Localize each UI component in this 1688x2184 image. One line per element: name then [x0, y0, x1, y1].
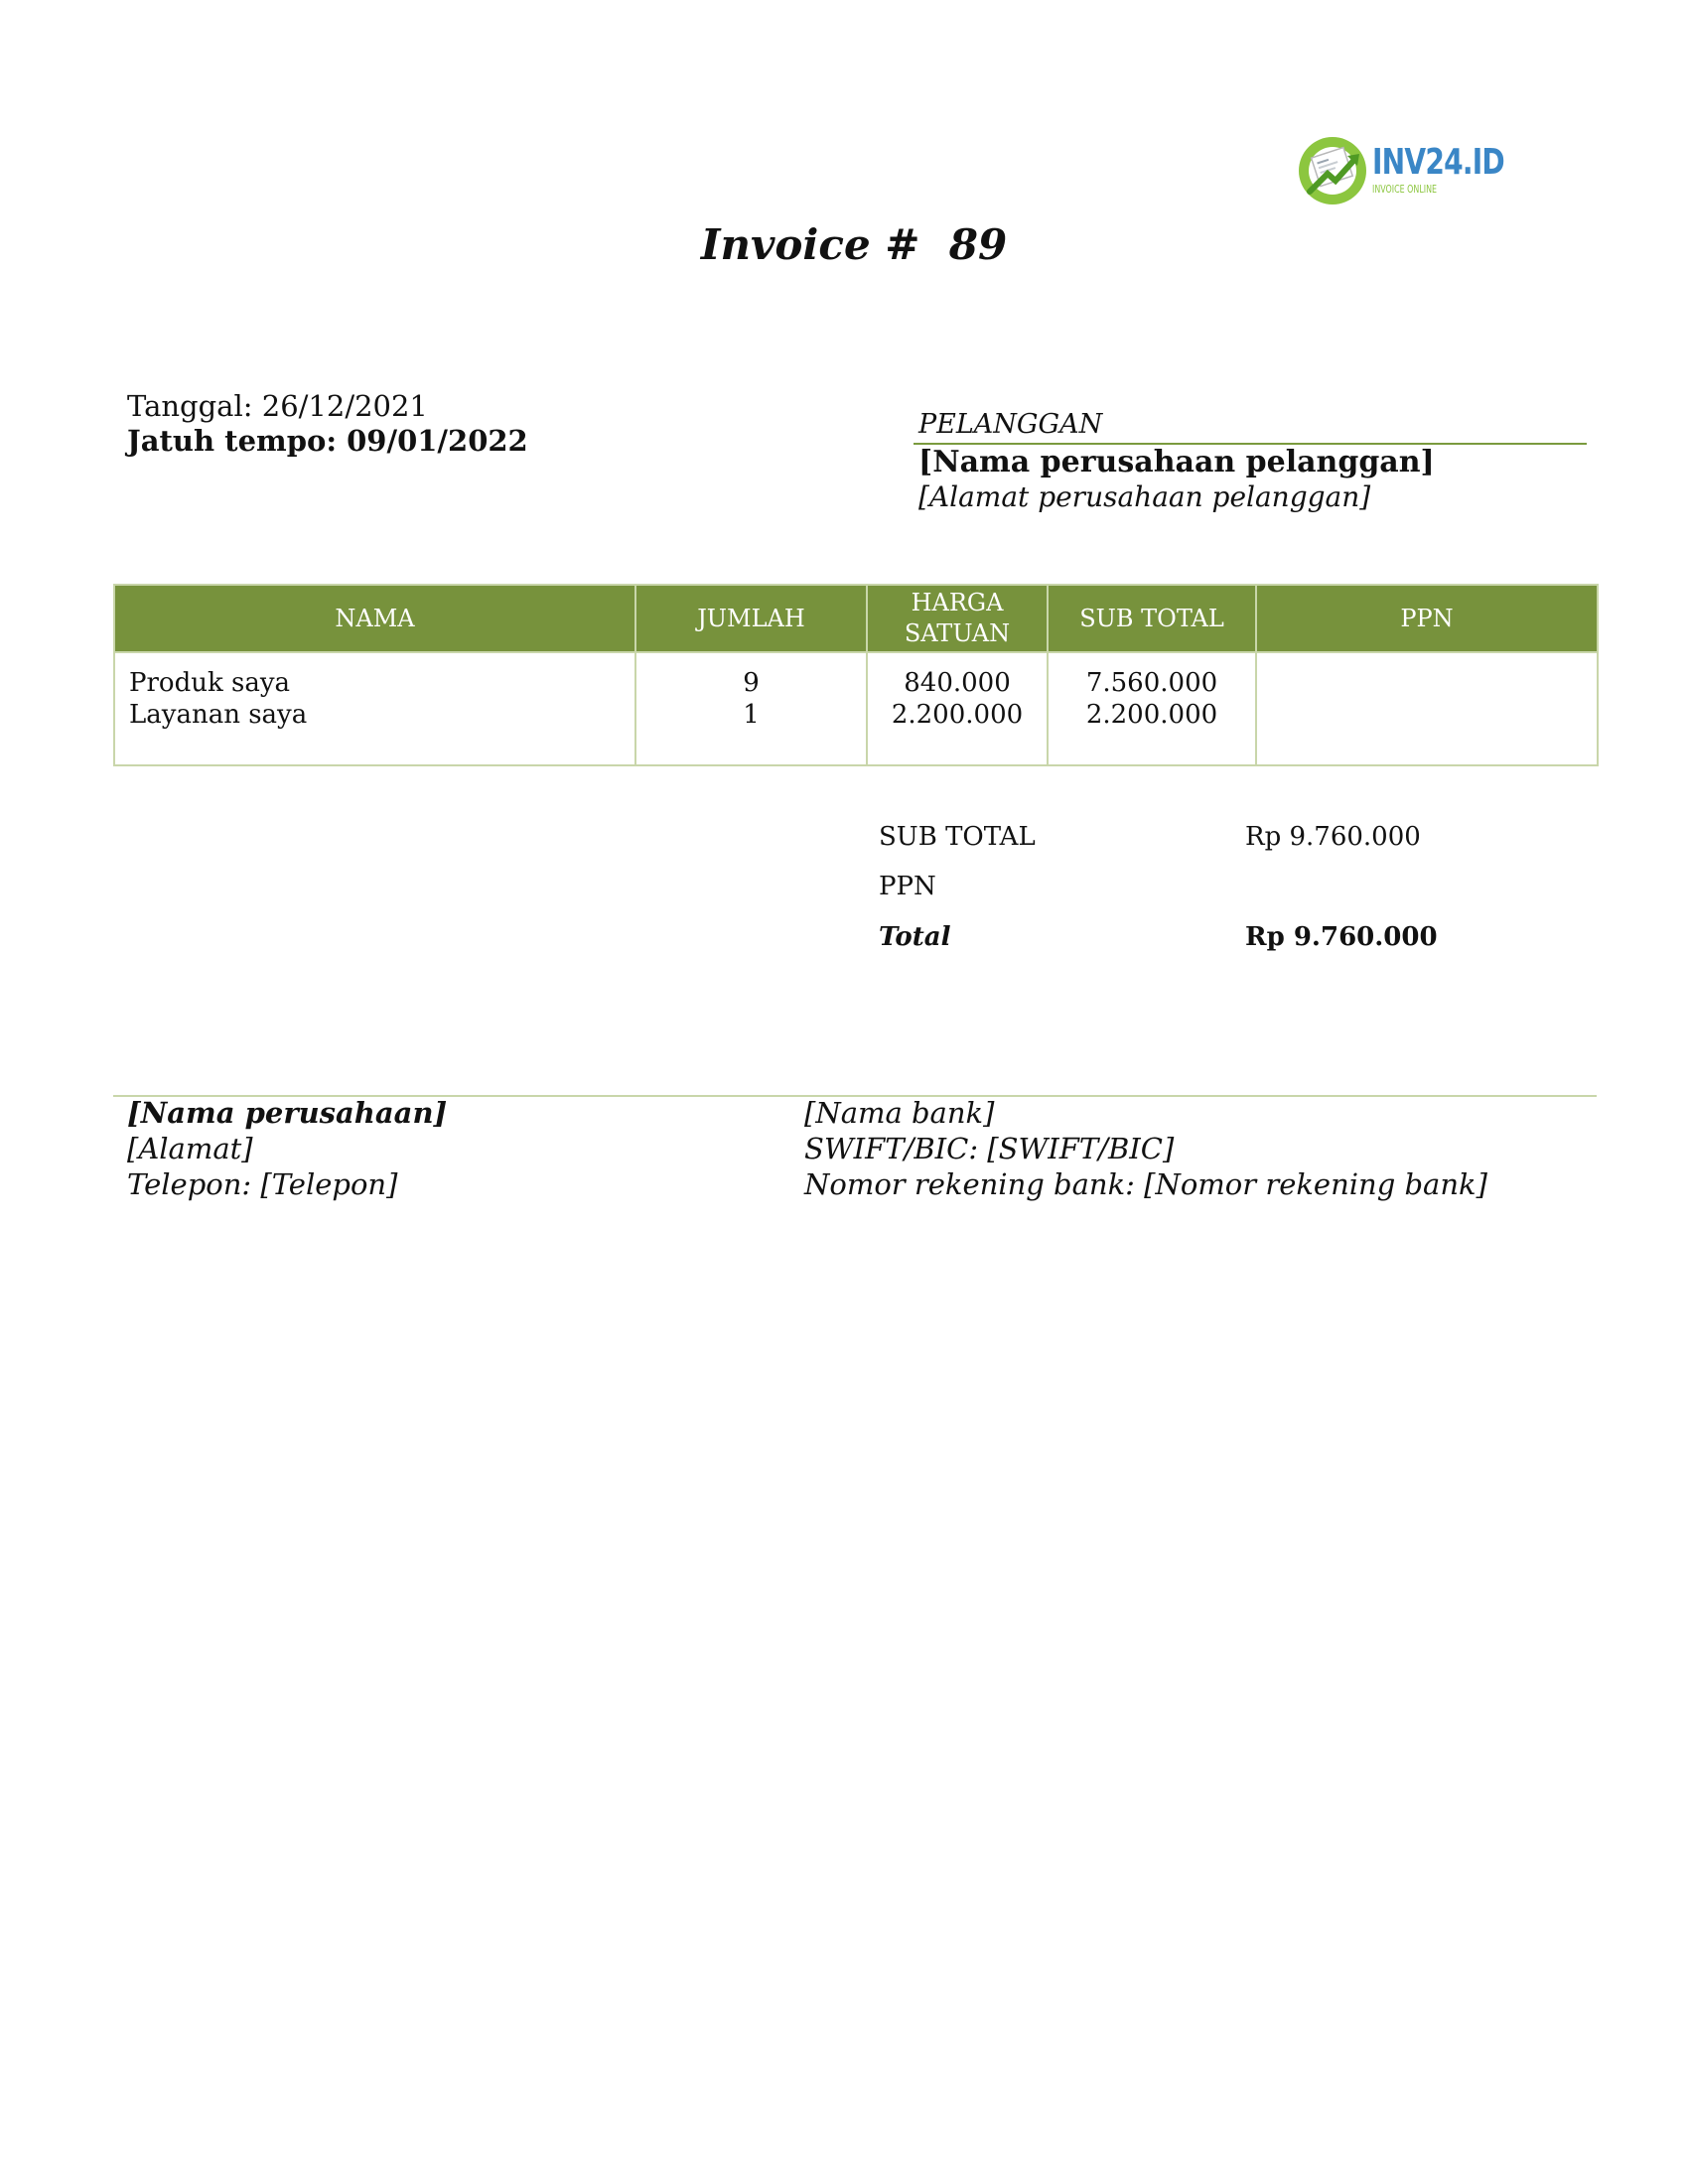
brand-logo — [1296, 134, 1504, 213]
line-items-table — [113, 584, 1599, 766]
item-tax-cell — [1256, 652, 1598, 765]
item-name: Layanan saya — [129, 700, 308, 730]
invoice-logo-icon — [1296, 134, 1369, 207]
item-unit-price-cell — [867, 652, 1048, 765]
item-qty: 9 — [743, 668, 760, 698]
column-header-tax: PPN — [1256, 585, 1598, 652]
logo-subtext: INVOICE ONLINE — [1372, 183, 1438, 196]
summary-total-value: Rp 9.760.000 — [1245, 922, 1438, 952]
item-unit-price: 2.200.000 — [891, 700, 1024, 730]
footer-company-address: [Alamat] — [127, 1132, 253, 1165]
item-qty: 1 — [743, 700, 760, 730]
column-header-name: NAMA — [114, 585, 635, 652]
column-header-qty: JUMLAH — [635, 585, 867, 652]
invoice-title: Invoice # 89 — [700, 220, 1008, 269]
customer-address: [Alamat perusahaan pelanggan] — [918, 480, 1371, 513]
footer-company-name: [Nama perusahaan] — [127, 1096, 448, 1130]
footer-bank-name: [Nama bank] — [804, 1096, 995, 1130]
item-name: Produk saya — [129, 668, 291, 698]
item-unit-price: 840.000 — [904, 668, 1011, 698]
summary-total-label: Total — [879, 922, 951, 952]
item-subtotal: 2.200.000 — [1085, 700, 1218, 730]
summary-subtotal-label: SUB TOTAL — [879, 822, 1036, 852]
unit-price-header-line2: SATUAN — [904, 619, 1011, 647]
table-header-row — [114, 585, 1598, 652]
customer-name: [Nama perusahaan pelanggan] — [918, 445, 1435, 479]
footer-company-phone: Telepon: [Telepon] — [127, 1167, 398, 1201]
column-header-subtotal: SUB TOTAL — [1048, 585, 1256, 652]
invoice-due-date: Jatuh tempo: 09/01/2022 — [127, 424, 528, 458]
item-qty-cell — [635, 652, 867, 765]
summary-subtotal-value: Rp 9.760.000 — [1245, 822, 1421, 852]
logo-text: INV24.ID — [1372, 142, 1504, 183]
footer-bank-account: Nomor rekening bank: [Nomor rekening bank] — [804, 1167, 1487, 1201]
item-subtotal-cell — [1048, 652, 1256, 765]
item-name-cell — [114, 652, 635, 765]
invoice-date: Tanggal: 26/12/2021 — [127, 389, 428, 423]
column-header-unit-price — [867, 585, 1048, 652]
customer-label: PELANGGAN — [918, 409, 1103, 440]
item-subtotal: 7.560.000 — [1085, 668, 1218, 698]
unit-price-header-line1: HARGA — [911, 589, 1004, 616]
table-row — [114, 652, 1598, 765]
footer-bank-swift: SWIFT/BIC: [SWIFT/BIC] — [804, 1132, 1175, 1165]
summary-tax-label: PPN — [879, 872, 936, 901]
